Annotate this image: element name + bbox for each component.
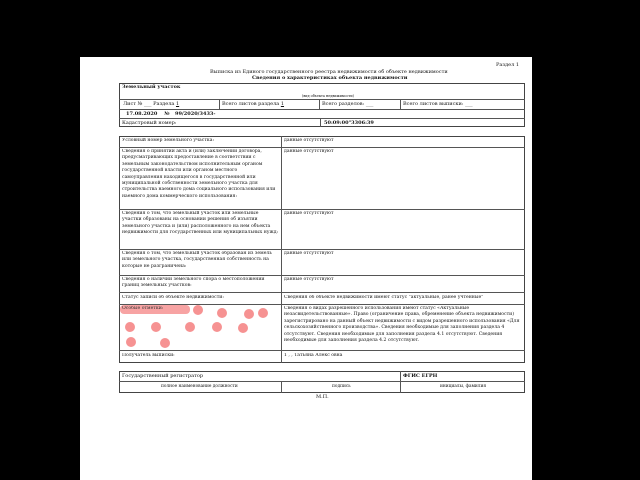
object-type: Земельный участок — [122, 84, 181, 90]
section-value: 1 — [175, 101, 180, 107]
section-label: Раздела — [153, 101, 175, 107]
registrar-label: Государственный регистратор — [122, 373, 204, 379]
highlight-dot — [193, 305, 203, 315]
highlight-dot — [151, 322, 161, 332]
row-label: Статус записи об объекте недвижимости: — [122, 295, 224, 300]
row-label: Сведения о наличии земельного спора о местоположении границ земельных участков: — [122, 277, 265, 289]
row-label: Получатель выписки: — [122, 353, 175, 358]
row-label: Сведения о принятии акта и (или) заключении договора, предусматривающих предоставление в соответствии с земельным законодательством исполнительным органом государственной власти или органом местного самоуправления находящегося в государственной или муниципальной собственности земельного участка для строительства наемного дома социального использования или наемного дома коммерческого использования: — [122, 149, 276, 199]
row-value: 1 , , Татьяна Алекс овна — [284, 353, 343, 358]
document-title: Выписка из Единого государственного реестра недвижимости об объекте недвижимости — [210, 69, 448, 75]
total-sections-label: Всего разделов: — [322, 101, 365, 107]
stamp-mark: М.П. — [316, 394, 329, 400]
extract-number: 99/2020/3433- — [174, 111, 216, 117]
highlight-dot — [212, 322, 222, 332]
total-sheets-section-value: 1 — [280, 101, 285, 107]
row-value: данные отсутствуют — [284, 149, 334, 154]
total-sheets-label: Всего листов выписки: — [403, 101, 464, 107]
total-sections-value: ___ — [365, 101, 374, 107]
caption-signature: подпись — [332, 384, 351, 389]
cadastral-label: Кадастровый номер: — [122, 120, 177, 126]
highlight-dot — [238, 323, 248, 333]
document-page — [80, 57, 532, 480]
sheet-value: ___ — [144, 101, 152, 107]
highlight-dot — [125, 322, 135, 332]
extract-number-label: № — [164, 111, 170, 117]
row-label: Особые отметки: — [122, 306, 164, 311]
row-value: Сведения о видах разрешенного использования имеют статус «Актуальные незасвидетельствованные». Право (ограничение права, обременение объекта недвижимости) зарегистрировано на данный объект недвижимости с видом разрешенного использования «Для сельскохозяйственного производства». Сведения необходимые для заполнения раздела 4 отсутствуют. Сведения необходимые для заполнения раздела 4.1 отсутствуют. Сведения необходимые для заполнения раздела 4.2 отсутствуют. — [284, 306, 520, 344]
highlight-dot — [244, 309, 254, 319]
document-subtitle: Сведения о характеристиках объекта недвижимости — [252, 75, 408, 81]
caption-position: полное наименование должности — [161, 384, 238, 389]
registrar-value: ФГИС ЕГРН — [403, 373, 438, 379]
highlight-dot — [160, 338, 170, 348]
highlight-dot — [217, 308, 227, 318]
row-value: Сведения об объекте недвижимости имеют статус "актуальные, ранее учтенные" — [284, 295, 484, 300]
cadastral-value: 50:09:00"3306:39 — [324, 120, 374, 126]
object-type-caption: (вид объекта недвижимости) — [302, 94, 354, 98]
row-label: Сведения о том, что земельный участок образован из земель или земельного участка, государственная собственность на которые не разграничена: — [122, 251, 272, 269]
row-label: Условный номер земельного участка: — [122, 138, 215, 143]
sheet-label: Лист № — [123, 101, 143, 107]
row-value: данные отсутствуют — [284, 251, 334, 256]
row-value: данные отсутствуют — [284, 138, 334, 143]
extract-date: 17.08.2020 — [126, 111, 158, 117]
section-mark: Раздел 1 — [496, 62, 520, 68]
row-value: данные отсутствуют — [284, 277, 334, 282]
row-value: данные отсутствуют — [284, 211, 334, 216]
highlight-dot — [258, 308, 268, 318]
caption-initials: инициалы, фамилия — [440, 384, 487, 389]
highlight-dot — [126, 337, 136, 347]
row-label: Сведения о том, что земельный участок или земельные участки образованы на основании решения об изъятии земельного участка и (или) расположенного на нем объекта недвижимости для государственных или муниципальных нужд: — [122, 211, 279, 236]
highlight-dot — [185, 322, 195, 332]
total-sheets-value: ___ — [465, 101, 473, 107]
total-sheets-section-label: Всего листов раздела — [222, 101, 280, 107]
